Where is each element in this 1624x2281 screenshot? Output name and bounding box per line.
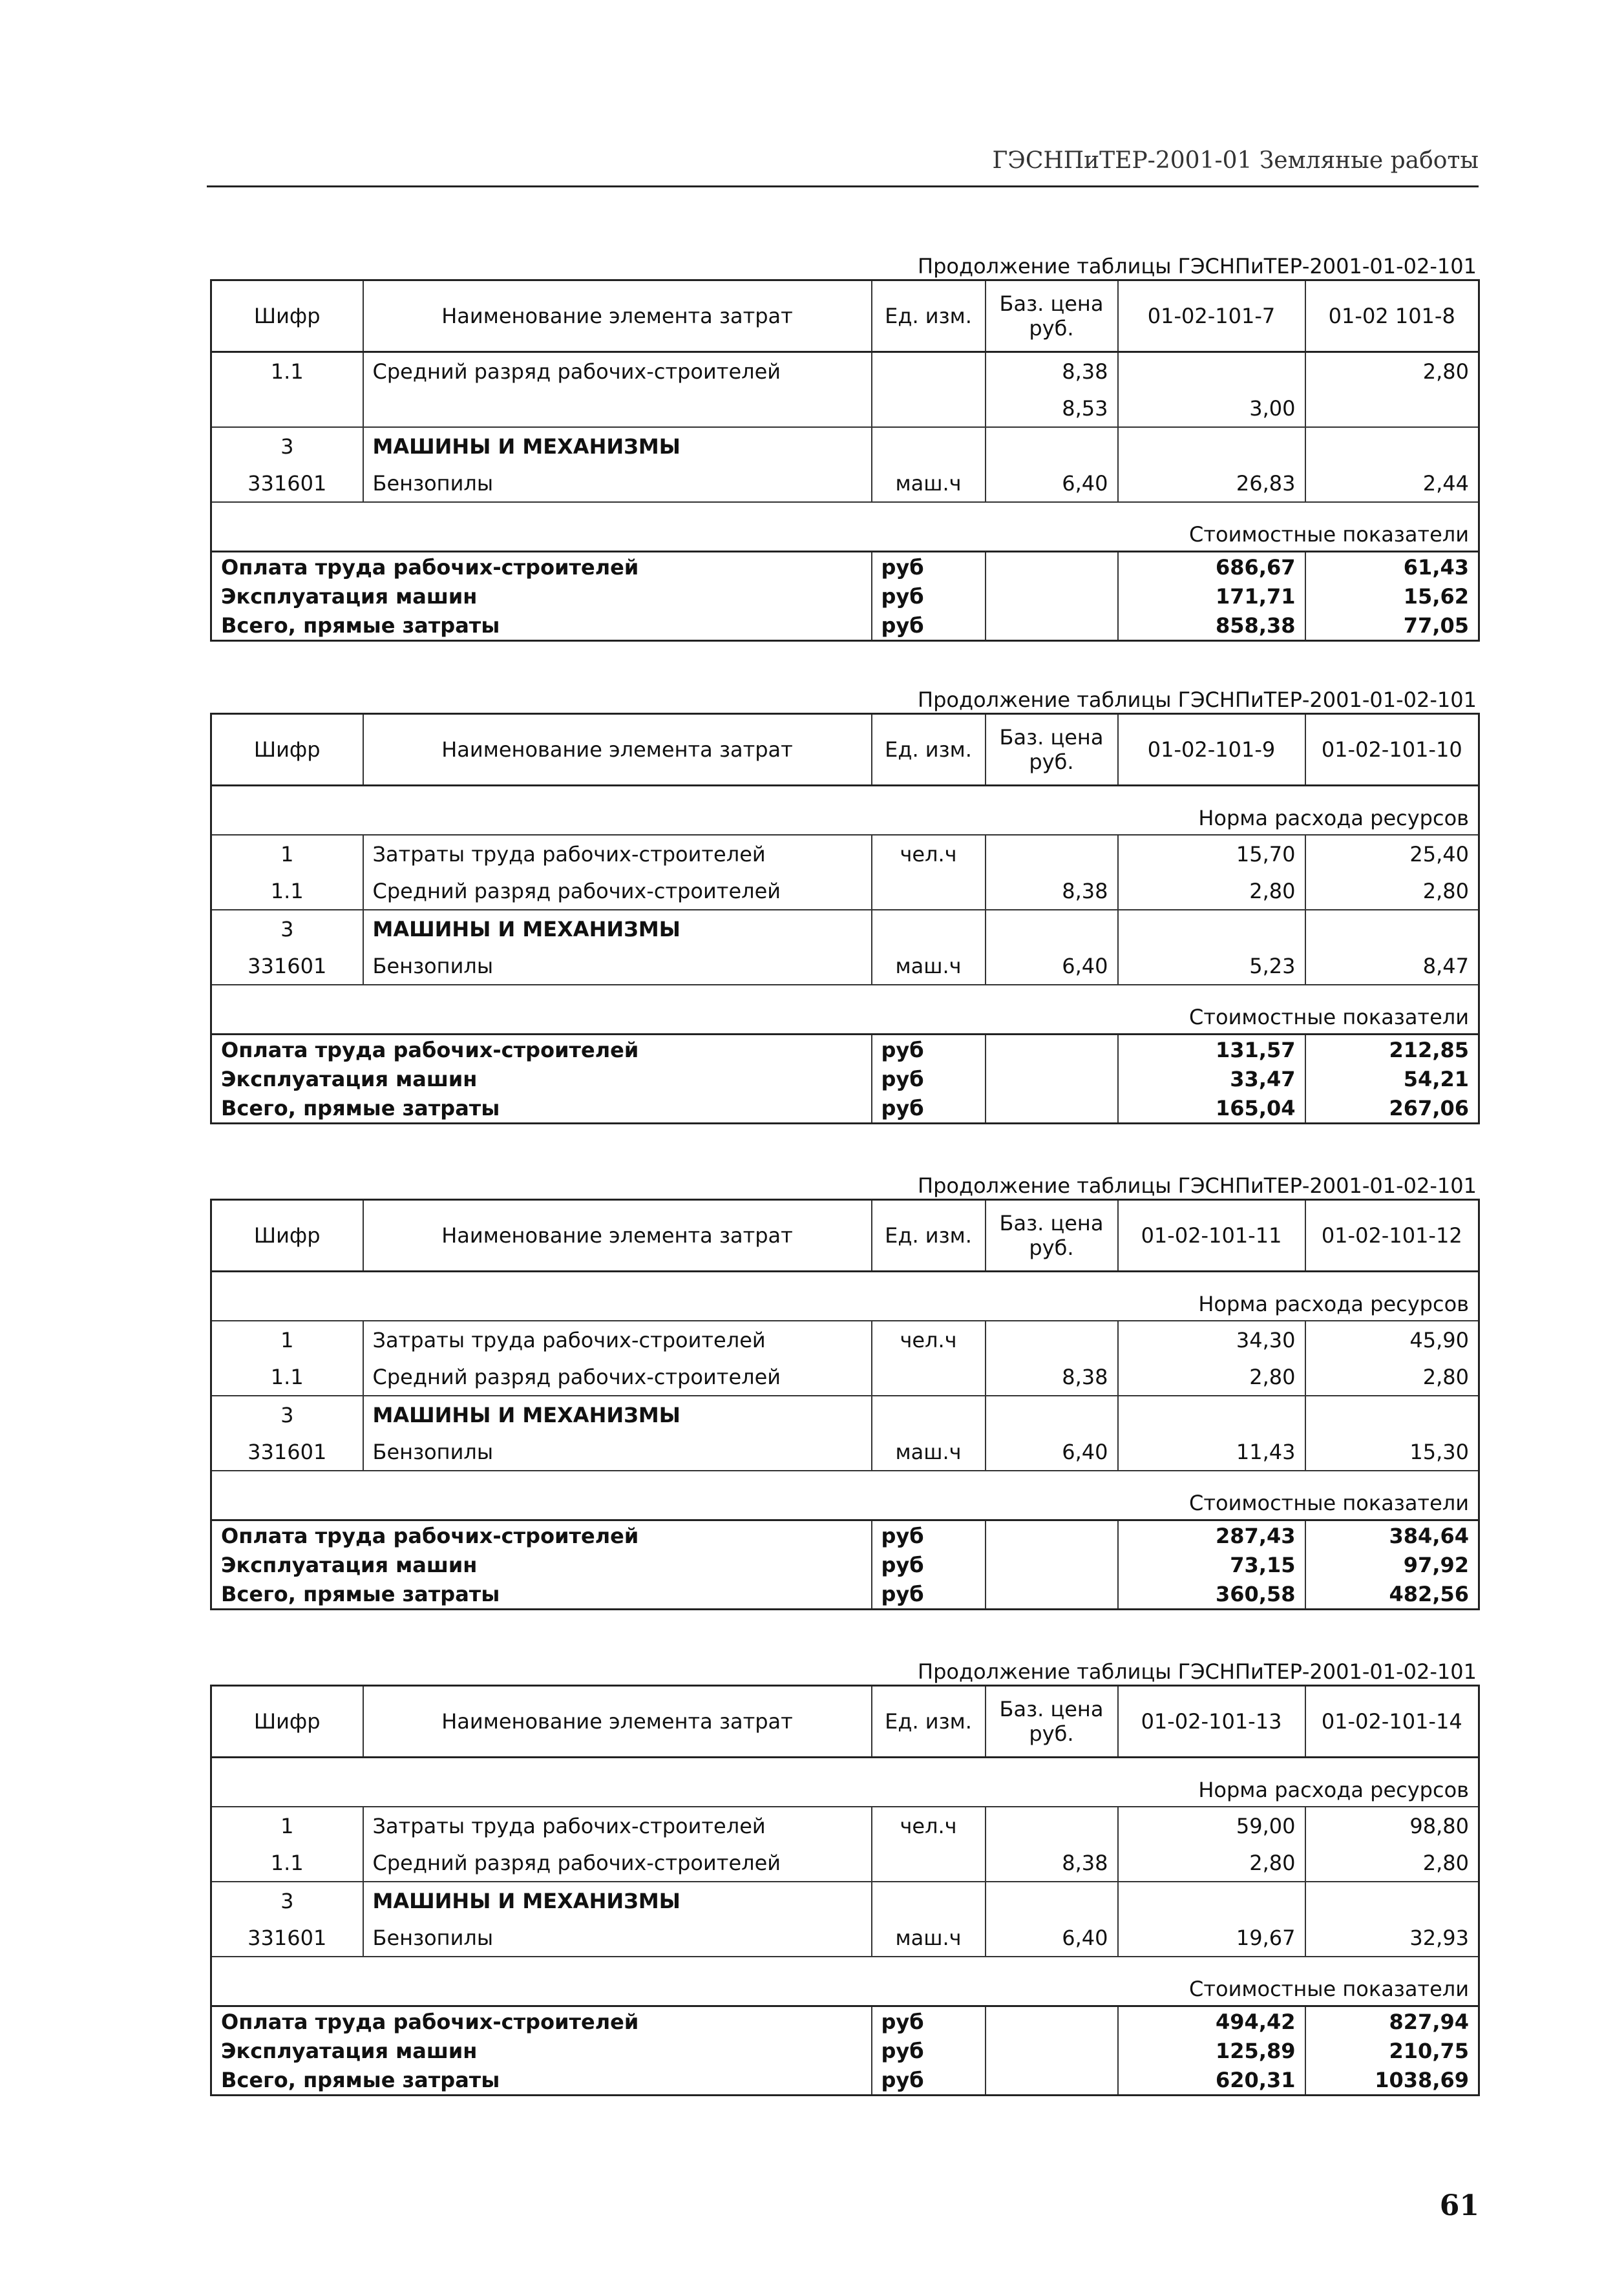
- row-value-b: 2,80: [1305, 352, 1479, 390]
- cost-price: [986, 1550, 1118, 1579]
- table-header-row: [211, 1686, 1479, 1758]
- row-value-a: [1118, 1882, 1305, 1919]
- price-label-line2: руб.: [1029, 1721, 1074, 1746]
- cost-unit: руб: [872, 582, 986, 611]
- cost-price: [986, 2006, 1118, 2037]
- resource-table: [210, 713, 1480, 1124]
- cost-value-b: 482,56: [1305, 1579, 1479, 1610]
- resource-table: [210, 1685, 1480, 2096]
- row-value-a: [1118, 427, 1305, 465]
- row-price: 6,40: [986, 1433, 1118, 1471]
- row-value-a: 2,80: [1118, 872, 1305, 910]
- cost-unit: руб: [872, 1093, 986, 1124]
- row-unit: [872, 1358, 986, 1396]
- row-unit: [872, 1882, 986, 1919]
- norm-label: Норма расхода ресурсов: [211, 786, 1479, 836]
- cost-row: [211, 1550, 1479, 1579]
- cost-value-a: 620,31: [1118, 2065, 1305, 2096]
- cost-name: Оплата труда рабочих-строителей: [211, 552, 872, 582]
- table-caption: Продолжение таблицы ГЭСНПиТЕР-2001-01-02-101: [918, 688, 1477, 712]
- cost-row: [211, 1064, 1479, 1093]
- col-header-unit: Ед. изм.: [872, 1686, 986, 1758]
- norm-label: Норма расхода ресурсов: [211, 1272, 1479, 1321]
- col-header-price: [986, 1200, 1118, 1272]
- price-label-line1: Баз. цена: [999, 1211, 1104, 1235]
- cost-row: [211, 582, 1479, 611]
- row-unit: маш.ч: [872, 1433, 986, 1471]
- cost-value-a: 165,04: [1118, 1093, 1305, 1124]
- cost-row: [211, 2036, 1479, 2065]
- row-code: 1.1: [211, 872, 363, 910]
- col-header-price: [986, 1686, 1118, 1758]
- row-name: Бензопилы: [363, 465, 872, 502]
- cost-value-a: 171,71: [1118, 582, 1305, 611]
- cost-indicators-header: [211, 985, 1479, 1035]
- cost-name: Всего, прямые затраты: [211, 2065, 872, 2096]
- cost-row: [211, 552, 1479, 582]
- row-price: [986, 1882, 1118, 1919]
- table-row: [211, 1919, 1479, 1957]
- col-header-name: Наименование элемента затрат: [363, 1200, 872, 1272]
- col-header-name: Наименование элемента затрат: [363, 280, 872, 352]
- row-name: МАШИНЫ И МЕХАНИЗМЫ: [363, 1396, 872, 1433]
- cost-name: Эксплуатация машин: [211, 1550, 872, 1579]
- cost-value-b: 212,85: [1305, 1035, 1479, 1065]
- table-caption: Продолжение таблицы ГЭСНПиТЕР-2001-01-02-101: [918, 1659, 1477, 1684]
- cost-value-a: 360,58: [1118, 1579, 1305, 1610]
- norm-header: [211, 1758, 1479, 1807]
- table-row: [211, 1844, 1479, 1882]
- row-unit: чел.ч: [872, 835, 986, 872]
- cost-price: [986, 552, 1118, 582]
- cost-row: [211, 1035, 1479, 1065]
- cost-price: [986, 1520, 1118, 1551]
- col-header-name: Наименование элемента затрат: [363, 1686, 872, 1758]
- row-value-a: [1118, 1396, 1305, 1433]
- row-name: МАШИНЫ И МЕХАНИЗМЫ: [363, 910, 872, 947]
- table-row: [211, 352, 1479, 390]
- cost-value-b: 97,92: [1305, 1550, 1479, 1579]
- table-caption: Продолжение таблицы ГЭСНПиТЕР-2001-01-02-101: [918, 1173, 1477, 1198]
- cost-price: [986, 1064, 1118, 1093]
- row-price: [986, 1321, 1118, 1358]
- col-header-code-b: 01-02-101-12: [1305, 1200, 1479, 1272]
- row-name: МАШИНЫ И МЕХАНИЗМЫ: [363, 427, 872, 465]
- price-label-line1: Баз. цена: [999, 725, 1104, 750]
- col-header-price: [986, 714, 1118, 786]
- row-value-b: [1305, 1396, 1479, 1433]
- row-value-a: 11,43: [1118, 1433, 1305, 1471]
- col-header-price: [986, 280, 1118, 352]
- section-row: [211, 1882, 1479, 1919]
- resource-table: [210, 279, 1480, 642]
- col-header-code-a: 01-02-101-11: [1118, 1200, 1305, 1272]
- row-name: Бензопилы: [363, 947, 872, 985]
- row-name: Средний разряд рабочих-строителей: [363, 872, 872, 910]
- row-value-a: 19,67: [1118, 1919, 1305, 1957]
- cost-unit: руб: [872, 2006, 986, 2037]
- cost-value-b: 210,75: [1305, 2036, 1479, 2065]
- row-code: 3: [211, 1882, 363, 1919]
- row-value-b: 2,80: [1305, 1844, 1479, 1882]
- cost-unit: руб: [872, 1520, 986, 1551]
- row-unit: [872, 910, 986, 947]
- cost-row: [211, 611, 1479, 641]
- row-unit: [872, 872, 986, 910]
- row-value-b: 2,44: [1305, 465, 1479, 502]
- row-name: Бензопилы: [363, 1919, 872, 1957]
- row-value-a: [1118, 910, 1305, 947]
- row-name: Средний разряд рабочих-строителей: [363, 352, 872, 390]
- price-label-line1: Баз. цена: [999, 291, 1104, 316]
- cost-indicators-header: [211, 1957, 1479, 2006]
- row-code: 1: [211, 1321, 363, 1358]
- row-code: 3: [211, 427, 363, 465]
- cost-row: [211, 1579, 1479, 1610]
- row-unit: чел.ч: [872, 1321, 986, 1358]
- col-header-code-b: 01-02 101-8: [1305, 280, 1479, 352]
- cost-name: Эксплуатация машин: [211, 1064, 872, 1093]
- cost-value-b: 77,05: [1305, 611, 1479, 641]
- row-price: 8,38: [986, 352, 1118, 390]
- row-value-b: [1305, 910, 1479, 947]
- cost-value-a: 33,47: [1118, 1064, 1305, 1093]
- row-value-a: 5,23: [1118, 947, 1305, 985]
- row-code: 331601: [211, 947, 363, 985]
- cost-price: [986, 2036, 1118, 2065]
- row-unit: маш.ч: [872, 465, 986, 502]
- row-value-a: 2,80: [1118, 1844, 1305, 1882]
- cost-value-a: 131,57: [1118, 1035, 1305, 1065]
- section-row: [211, 910, 1479, 947]
- cost-name: Эксплуатация машин: [211, 582, 872, 611]
- table-row: [211, 1807, 1479, 1844]
- row-code: 3: [211, 910, 363, 947]
- cost-name: Всего, прямые затраты: [211, 1093, 872, 1124]
- section-row: [211, 427, 1479, 465]
- cost-unit: руб: [872, 1035, 986, 1065]
- row-unit: маш.ч: [872, 947, 986, 985]
- table-header-row: [211, 280, 1479, 352]
- row-value-b: 8,47: [1305, 947, 1479, 985]
- row-value-b: 15,30: [1305, 1433, 1479, 1471]
- row-value-b: 45,90: [1305, 1321, 1479, 1358]
- row-value-a: 15,70: [1118, 835, 1305, 872]
- row-code: 1: [211, 1807, 363, 1844]
- row-unit: [872, 1844, 986, 1882]
- row-value-b: [1305, 1882, 1479, 1919]
- table-caption: Продолжение таблицы ГЭСНПиТЕР-2001-01-02-101: [918, 254, 1477, 279]
- row-value-a: 34,30: [1118, 1321, 1305, 1358]
- row-price: 6,40: [986, 1919, 1118, 1957]
- row-unit: [872, 427, 986, 465]
- cost-indicators-header: [211, 502, 1479, 552]
- table-row: [211, 947, 1479, 985]
- cost-price: [986, 582, 1118, 611]
- row-name: Средний разряд рабочих-строителей: [363, 1844, 872, 1882]
- col-header-code-a: 01-02-101-9: [1118, 714, 1305, 786]
- cost-unit: руб: [872, 1064, 986, 1093]
- row-code: 1: [211, 835, 363, 872]
- row-code: 1.1: [211, 1844, 363, 1882]
- price-label-line1: Баз. цена: [999, 1697, 1104, 1721]
- row-code: 1.1: [211, 352, 363, 390]
- cost-value-a: 73,15: [1118, 1550, 1305, 1579]
- row-price: 6,40: [986, 947, 1118, 985]
- resource-table-block: [210, 687, 1478, 1124]
- col-header-code-a: 01-02-101-13: [1118, 1686, 1305, 1758]
- table-row: [211, 465, 1479, 502]
- row-unit: [872, 1396, 986, 1433]
- price-label-line2: руб.: [1029, 316, 1074, 341]
- row-value-b: [1305, 390, 1479, 427]
- norm-header: [211, 1272, 1479, 1321]
- norm-label: Норма расхода ресурсов: [211, 1758, 1479, 1807]
- row-name: Затраты труда рабочих-строителей: [363, 1807, 872, 1844]
- cost-price: [986, 611, 1118, 641]
- table-row: [211, 390, 1479, 427]
- row-code: 1.1: [211, 1358, 363, 1396]
- cost-name: Оплата труда рабочих-строителей: [211, 1520, 872, 1551]
- table-row: [211, 1433, 1479, 1471]
- row-price: 6,40: [986, 465, 1118, 502]
- cost-indicators-label: Стоимостные показатели: [211, 1957, 1479, 2006]
- row-value-a: [1118, 352, 1305, 390]
- cost-value-b: 267,06: [1305, 1093, 1479, 1124]
- row-price: [986, 1807, 1118, 1844]
- col-header-unit: Ед. изм.: [872, 1200, 986, 1272]
- row-name: Затраты труда рабочих-строителей: [363, 835, 872, 872]
- table-header-row: [211, 714, 1479, 786]
- row-code: 331601: [211, 1433, 363, 1471]
- row-value-a: 59,00: [1118, 1807, 1305, 1844]
- cost-value-b: 1038,69: [1305, 2065, 1479, 2096]
- row-value-b: 25,40: [1305, 835, 1479, 872]
- cost-unit: руб: [872, 611, 986, 641]
- row-unit: [872, 390, 986, 427]
- cost-value-a: 287,43: [1118, 1520, 1305, 1551]
- row-unit: чел.ч: [872, 1807, 986, 1844]
- cost-value-b: 384,64: [1305, 1520, 1479, 1551]
- cost-indicators-label: Стоимостные показатели: [211, 985, 1479, 1035]
- row-code: 3: [211, 1396, 363, 1433]
- col-header-code: Шифр: [211, 280, 363, 352]
- row-code: [211, 390, 363, 427]
- cost-name: Эксплуатация машин: [211, 2036, 872, 2065]
- cost-unit: руб: [872, 2065, 986, 2096]
- col-header-code-a: 01-02-101-7: [1118, 280, 1305, 352]
- col-header-code: Шифр: [211, 714, 363, 786]
- cost-unit: руб: [872, 2036, 986, 2065]
- row-value-b: 98,80: [1305, 1807, 1479, 1844]
- row-name: [363, 390, 872, 427]
- row-code: 331601: [211, 465, 363, 502]
- section-row: [211, 1396, 1479, 1433]
- cost-unit: руб: [872, 1550, 986, 1579]
- cost-price: [986, 1093, 1118, 1124]
- row-price: [986, 1396, 1118, 1433]
- table-row: [211, 1321, 1479, 1358]
- table-row: [211, 835, 1479, 872]
- resource-table-block: [210, 253, 1478, 642]
- col-header-code: Шифр: [211, 1200, 363, 1272]
- row-value-b: [1305, 427, 1479, 465]
- row-name: Затраты труда рабочих-строителей: [363, 1321, 872, 1358]
- cost-row: [211, 2006, 1479, 2037]
- cost-name: Оплата труда рабочих-строителей: [211, 1035, 872, 1065]
- cost-value-b: 15,62: [1305, 582, 1479, 611]
- col-header-code-b: 01-02-101-14: [1305, 1686, 1479, 1758]
- row-price: [986, 910, 1118, 947]
- cost-row: [211, 1093, 1479, 1124]
- cost-price: [986, 1035, 1118, 1065]
- table-row: [211, 872, 1479, 910]
- col-header-name: Наименование элемента затрат: [363, 714, 872, 786]
- page-number: 61: [1439, 2189, 1479, 2222]
- row-price: [986, 835, 1118, 872]
- cost-value-a: 125,89: [1118, 2036, 1305, 2065]
- cost-value-a: 494,42: [1118, 2006, 1305, 2037]
- table-row: [211, 1358, 1479, 1396]
- row-value-b: 2,80: [1305, 1358, 1479, 1396]
- row-price: [986, 427, 1118, 465]
- cost-name: Всего, прямые затраты: [211, 611, 872, 641]
- resource-table-block: [210, 1173, 1478, 1610]
- resource-table-block: [210, 1659, 1478, 2096]
- cost-indicators-label: Стоимостные показатели: [211, 502, 1479, 552]
- row-unit: [872, 352, 986, 390]
- running-header: ГЭСНПиТЕР-2001-01 Земляные работы: [992, 147, 1479, 174]
- cost-name: Оплата труда рабочих-строителей: [211, 2006, 872, 2037]
- cost-value-b: 54,21: [1305, 1064, 1479, 1093]
- row-name: Бензопилы: [363, 1433, 872, 1471]
- cost-value-a: 858,38: [1118, 611, 1305, 641]
- col-header-unit: Ед. изм.: [872, 714, 986, 786]
- row-code: 331601: [211, 1919, 363, 1957]
- row-value-a: 3,00: [1118, 390, 1305, 427]
- col-header-code-b: 01-02-101-10: [1305, 714, 1479, 786]
- cost-indicators-header: [211, 1471, 1479, 1520]
- row-name: МАШИНЫ И МЕХАНИЗМЫ: [363, 1882, 872, 1919]
- row-price: 8,53: [986, 390, 1118, 427]
- row-value-b: 32,93: [1305, 1919, 1479, 1957]
- cost-indicators-label: Стоимостные показатели: [211, 1471, 1479, 1520]
- row-unit: маш.ч: [872, 1919, 986, 1957]
- row-price: 8,38: [986, 1358, 1118, 1396]
- header-rule: [207, 185, 1479, 187]
- resource-table: [210, 1199, 1480, 1610]
- row-price: 8,38: [986, 872, 1118, 910]
- norm-header: [211, 786, 1479, 836]
- row-value-a: 26,83: [1118, 465, 1305, 502]
- row-price: 8,38: [986, 1844, 1118, 1882]
- cost-name: Всего, прямые затраты: [211, 1579, 872, 1610]
- cost-unit: руб: [872, 1579, 986, 1610]
- cost-value-b: 827,94: [1305, 2006, 1479, 2037]
- price-label-line2: руб.: [1029, 750, 1074, 774]
- cost-value-a: 686,67: [1118, 552, 1305, 582]
- cost-value-b: 61,43: [1305, 552, 1479, 582]
- row-name: Средний разряд рабочих-строителей: [363, 1358, 872, 1396]
- table-header-row: [211, 1200, 1479, 1272]
- price-label-line2: руб.: [1029, 1235, 1074, 1260]
- cost-row: [211, 2065, 1479, 2096]
- row-value-a: 2,80: [1118, 1358, 1305, 1396]
- cost-price: [986, 2065, 1118, 2096]
- col-header-unit: Ед. изм.: [872, 280, 986, 352]
- col-header-code: Шифр: [211, 1686, 363, 1758]
- cost-price: [986, 1579, 1118, 1610]
- cost-unit: руб: [872, 552, 986, 582]
- row-value-b: 2,80: [1305, 872, 1479, 910]
- cost-row: [211, 1520, 1479, 1551]
